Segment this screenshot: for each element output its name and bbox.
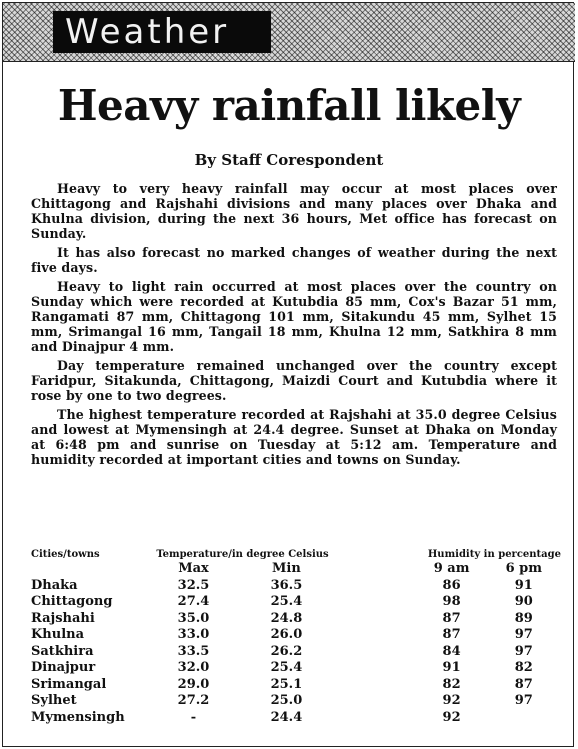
paragraph: It has also forecast no marked changes of weather during the next five days. [31,245,557,275]
humidity-9am-cell: 87 [442,627,461,642]
max-temp-cell: 35.0 [177,610,210,626]
humidity-9am-cell: 82 [442,676,461,692]
article-body [31,181,557,471]
city-cell: Khulna [31,627,85,642]
humidity-6pm-cell: 89 [514,610,533,626]
max-temp-cell: 33.0 [177,627,210,642]
max-temp-cell: 32.5 [177,577,210,593]
table-column-header [31,560,561,577]
humidity-9am-cell: 92 [442,709,461,725]
table-row [31,609,561,626]
max-temp-cell: 33.5 [177,643,210,659]
max-temp-cell: - [190,709,197,725]
humidity-9am-cell: 98 [442,594,461,609]
header-cities: Cities/towns [31,548,100,560]
table-row [31,692,561,709]
humidity-9am-cell: 84 [442,643,461,659]
city-cell: Dhaka [31,577,78,593]
byline: By Staff Corespondent [194,151,384,169]
header-9am: 9 am [433,561,470,576]
header-max: Max [178,561,209,576]
min-temp-cell: 36.5 [270,577,303,593]
min-temp-cell: 25.0 [270,693,303,708]
humidity-9am-cell: 92 [442,693,461,708]
city-cell: Mymensingh [31,709,125,725]
headline: Heavy rainfall likely [57,81,521,130]
table-row [31,708,561,725]
humidity-6pm-cell: 91 [514,577,533,593]
section-label: Weather [53,11,271,53]
paragraph: Day temperature remained unchanged over the country except Faridpur, Sitakunda, Chittagong, Maizdi Court and Kutubdia where it rose by one to two degrees. [31,358,557,403]
humidity-6pm-cell: 97 [514,693,533,708]
table-row [31,576,561,593]
table-row [31,626,561,643]
table-row [31,593,561,610]
humidity-9am-cell: 91 [442,660,461,675]
header-6pm: 6 pm [505,561,543,576]
paragraph: Heavy to light rain occurred at most places over the country on Sunday which were recorded at Kutubdia 85 mm, Cox's Bazar 51 mm, Rangamati 87 mm, Chittagong 101 mm, Sitakundu 45 mm, Sylhet 15 mm, Srimangal 16 mm, Tangail 18 mm, Khulna 12 mm, Satkhira 8 mm and Dinajpur 4 mm. [31,279,557,354]
max-temp-cell: 27.4 [177,594,210,609]
section-banner [3,3,575,62]
article-frame [2,2,574,747]
min-temp-cell: 25.4 [270,594,303,609]
paragraph: The highest temperature recorded at Rajshahi at 35.0 degree Celsius and lowest at Mymensingh at 24.4 degree. Sunset at Dhaka on Monday at 6:48 pm and sunrise on Tuesday at 5:12 am. Temperature and humidity recorded at important cities and towns on Sunday. [31,407,557,467]
max-temp-cell: 29.0 [177,676,210,692]
humidity-6pm-cell: 90 [514,594,533,609]
min-temp-cell: 25.4 [270,660,303,675]
min-temp-cell: 26.2 [270,643,303,659]
city-cell: Satkhira [31,643,94,659]
max-temp-cell: 32.0 [177,660,210,675]
table-row [31,659,561,676]
table-group-header [31,543,561,560]
humidity-6pm-cell: 82 [514,660,533,675]
header-temperature-group: Temperature/in degree Celsius [156,548,329,560]
city-cell: Rajshahi [31,610,95,626]
humidity-6pm-cell: 97 [514,627,533,642]
humidity-9am-cell: 87 [442,610,461,626]
city-cell: Sylhet [31,693,77,708]
weather-table [31,543,561,725]
max-temp-cell: 27.2 [177,693,210,708]
city-cell: Dinajpur [31,660,96,675]
paragraph: Heavy to very heavy rainfall may occur at most places over Chittagong and Rajshahi divisions and many places over Dhaka and Khulna division, during the next 36 hours, Met office has forecast on Sunday. [31,181,557,241]
min-temp-cell: 24.4 [270,709,303,725]
humidity-6pm-cell: 87 [514,676,533,692]
humidity-9am-cell: 86 [442,577,461,593]
header-humidity-group: Humidity in percentage [427,548,561,560]
min-temp-cell: 25.1 [270,676,303,692]
humidity-6pm-cell: 97 [514,643,533,659]
city-cell: Chittagong [31,594,113,609]
city-cell: Srimangal [31,676,107,692]
table-row [31,642,561,659]
min-temp-cell: 26.0 [270,627,303,642]
table-row [31,675,561,692]
header-min: Min [272,561,301,576]
min-temp-cell: 24.8 [270,610,303,626]
humidity-6pm-cell [487,708,561,725]
